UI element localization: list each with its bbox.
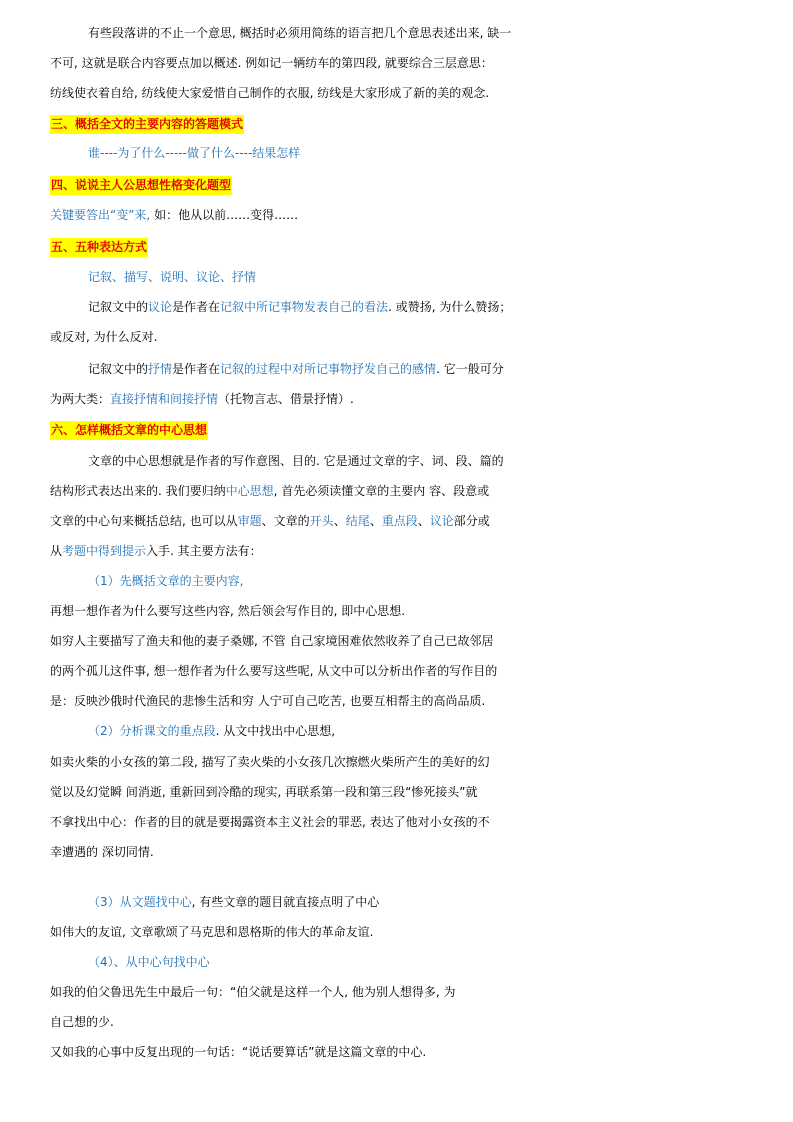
body-text: , 首先必须读懂文章的主要内 容、段意或	[273, 484, 490, 498]
emphasis-text: 记叙、描写、说明、议论、抒情	[88, 270, 257, 284]
body-text: 有些段落讲的不止一个意思, 概括时必须用简练的语言把几个意思表述出来, 缺一	[88, 26, 512, 40]
body-text: 记叙文中的	[88, 300, 149, 314]
emphasis-text: （4）、从中心句找中心	[88, 955, 210, 969]
text-line	[0, 262, 793, 292]
emphasis-text: 谁----为了什么-----做了什么----结果怎样	[88, 146, 301, 160]
text-line	[0, 596, 793, 626]
body-text: 再想一想作者为什么要写这些内容, 然后领会写作目的, 即中心思想.	[50, 604, 406, 618]
text-line	[0, 566, 793, 596]
body-text: 是作者在	[172, 300, 221, 314]
text-line	[0, 292, 793, 322]
body-text: 记叙文中的	[88, 362, 149, 376]
body-text: 结构形式表达出来的. 我们要归纳	[50, 484, 226, 498]
emphasis-text: 议论	[148, 300, 173, 314]
body-text: 、	[333, 514, 346, 528]
body-text: 文章的中心句来概括总结, 也可以从	[50, 514, 238, 528]
emphasis-text: （2）分析课文的重点段	[88, 724, 216, 738]
text-line	[0, 170, 793, 200]
text-line	[0, 18, 793, 48]
body-text: 如：他从以前……变得……	[154, 208, 299, 222]
body-text: 为两大类：	[50, 392, 111, 406]
body-text: 、	[369, 514, 382, 528]
body-text: 如我的伯父鲁迅先生中最后一句：“伯父就是这样一个人, 他为别人想得多, 为	[50, 985, 456, 999]
text-line	[0, 686, 793, 716]
text-line	[0, 446, 793, 476]
body-text: （托物言志、借景抒情）.	[218, 392, 354, 406]
body-text: 自己想的少.	[50, 1015, 114, 1029]
body-text: 文章的中心思想就是作者的写作意图、目的. 它是通过文章的字、词、段、篇的	[88, 454, 504, 468]
emphasis-text: （3）从文题找中心	[88, 895, 192, 909]
body-text: 部分或	[453, 514, 490, 528]
text-line	[0, 78, 793, 108]
text-line	[0, 1037, 793, 1067]
emphasis-text: 抒情	[148, 362, 173, 376]
emphasis-text: 结尾	[345, 514, 370, 528]
emphasis-text: 议论	[429, 514, 454, 528]
body-text: 是：反映沙俄时代渔民的悲惨生活和穷 人宁可自己吃苦, 也要互相帮主的高尚品质.	[50, 694, 486, 708]
emphasis-text: 记叙中所记事物发表自己的看法	[220, 300, 389, 314]
text-line	[0, 716, 793, 746]
emphasis-text: 考题中得到提示	[62, 544, 147, 558]
body-text: , 有些文章的题目就直接点明了中心	[191, 895, 380, 909]
text-line	[0, 476, 793, 506]
emphasis-text: 关键要答出“变”来,	[50, 208, 155, 222]
emphasis-text: 直接抒情和间接抒情	[110, 392, 219, 406]
section-heading: 五、五种表达方式	[50, 238, 148, 257]
text-line	[0, 807, 793, 837]
section-heading: 六、怎样概括文章的中心思想	[50, 421, 208, 440]
text-line	[0, 777, 793, 807]
text-line	[0, 354, 793, 384]
emphasis-text: （1）先概括文章的主要内容,	[88, 574, 244, 588]
text-line	[0, 977, 793, 1007]
body-text: 不可, 这就是联合内容要点加以概述. 例如记一辆纺车的第四段, 就要综合三层意思：	[50, 56, 493, 70]
body-text: 从	[50, 544, 63, 558]
body-text: 如卖火柴的小女孩的第二段, 描写了卖火柴的小女孩几次擦燃火柴所产生的美好的幻	[50, 755, 490, 769]
body-text: 幸遭遇的 深切同情.	[50, 845, 154, 859]
text-line	[0, 656, 793, 686]
body-text: 纺线使衣着自给, 纺线使大家爱惜自己制作的衣服, 纺线是大家形成了新的美的观念.	[50, 86, 490, 100]
text-line	[0, 200, 793, 230]
body-text: . 它一般可分	[436, 362, 504, 376]
text-line	[0, 384, 793, 414]
text-line	[0, 109, 793, 139]
text-line	[0, 917, 793, 947]
body-text: 如穷人主要描写了渔夫和他的妻子桑娜, 不管 自己家境困难依然收养了自己已故邻居	[50, 634, 494, 648]
body-text: 觉以及幻觉瞬 间消逝, 重新回到冷酷的现实, 再联系第一段和第三段“惨死接头”就	[50, 785, 478, 799]
emphasis-text: 记叙的过程中对所记事物抒发自己的感情	[220, 362, 437, 376]
emphasis-text: 开头	[309, 514, 334, 528]
body-text: 的两个孤儿这件事, 想一想作者为什么要写这些呢, 从文中可以分析出作者的写作目的	[50, 664, 498, 678]
text-line	[0, 322, 793, 352]
text-line	[0, 48, 793, 78]
body-text: 是作者在	[172, 362, 221, 376]
text-line	[0, 506, 793, 536]
body-text: . 或赞扬, 为什么赞扬；	[388, 300, 512, 314]
body-text: 或反对, 为什么反对.	[50, 330, 158, 344]
emphasis-text: 审题	[237, 514, 262, 528]
text-line	[0, 415, 793, 445]
body-text: 、	[417, 514, 430, 528]
text-line	[0, 536, 793, 566]
body-text: 又如我的心事中反复出现的一句话：“说话要算话”就是这篇文章的中心.	[50, 1045, 427, 1059]
body-text: 不拿找出中心：作者的目的就是要揭露资本主义社会的罪恶, 表达了他对小女孩的不	[50, 815, 490, 829]
emphasis-text: 中心思想	[225, 484, 274, 498]
body-text: . 从文中找出中心思想,	[215, 724, 336, 738]
text-line	[0, 837, 793, 867]
body-text: 入手. 其主要方法有：	[146, 544, 262, 558]
section-heading: 三、概括全文的主要内容的答题模式	[50, 115, 244, 134]
text-line	[0, 626, 793, 656]
section-heading: 四、说说主人公思想性格变化题型	[50, 176, 232, 195]
text-line	[0, 232, 793, 262]
body-text: 如伟大的友谊, 文章歌颂了马克思和恩格斯的伟大的革命友谊.	[50, 925, 374, 939]
text-line	[0, 947, 793, 977]
text-line	[0, 1007, 793, 1037]
body-text: 、文章的	[261, 514, 310, 528]
text-line	[0, 747, 793, 777]
text-line	[0, 887, 793, 917]
text-line	[0, 138, 793, 168]
emphasis-text: 重点段	[381, 514, 418, 528]
